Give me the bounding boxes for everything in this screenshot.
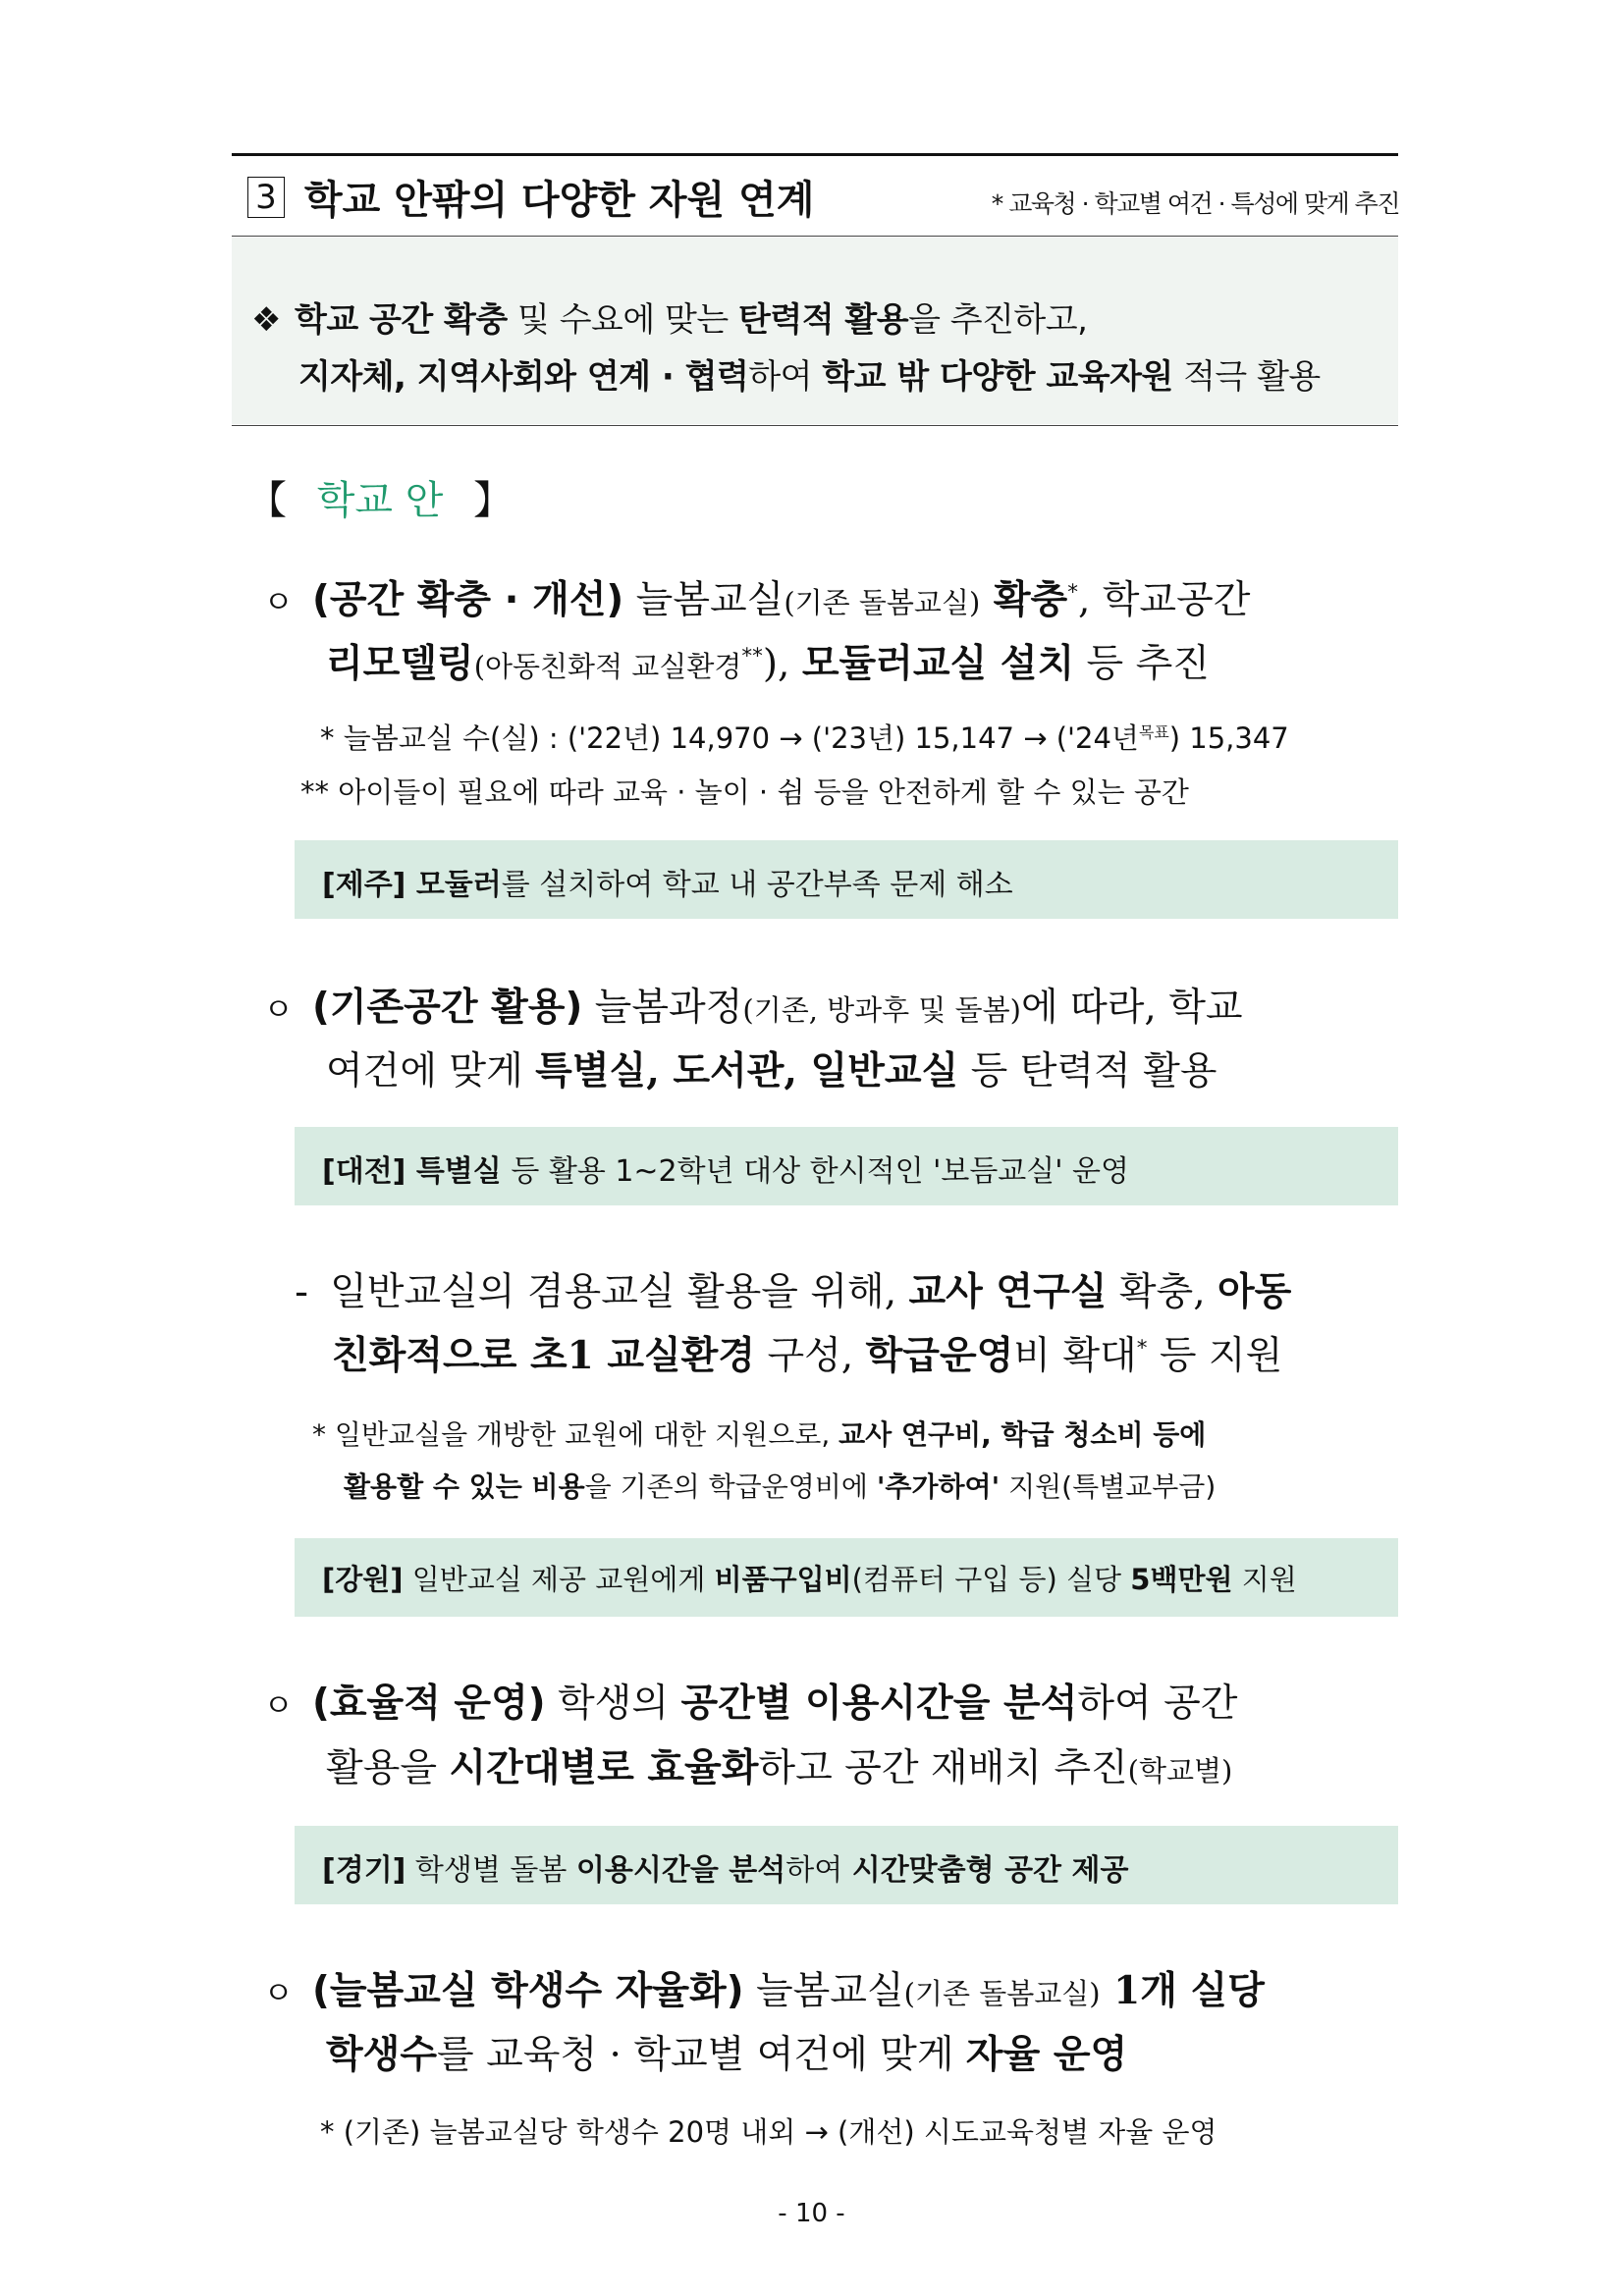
- summary-line-2: 지자체, 지역사회와 연계 · 협력하여 학교 밖 다양한 교육자원 적극 활용: [298, 357, 1321, 397]
- dash-bullet: -: [295, 1270, 309, 1314]
- item3-line1: ㅇ (효율적 운영) 학생의 공간별 이용시간을 분석하여 공간: [263, 1681, 1238, 1726]
- item3-line2: 활용을 시간대별로 효율화하고 공간 재배치 추진(학교별): [326, 1745, 1233, 1790]
- example-box-jeju: [제주] 모듈러를 설치하여 학교 내 공간부족 문제 해소: [295, 840, 1398, 919]
- top-rule: [232, 153, 1398, 156]
- item1-note1: * 늘봄교실 수(실) : ('22년) 14,970 → ('23년) 15,147 → ('24년$^{목표}$) 15,347: [320, 721, 1289, 755]
- item1-note2: ** 아이들이 필요에 따라 교육 · 놀이 · 쉼 등을 안전하게 할 수 있는 공간: [300, 775, 1189, 809]
- circle-bullet-icon: ㅇ: [263, 990, 294, 1028]
- item4-line1: ㅇ (늘봄교실 학생수 자율화) 늘봄교실(기존 돌봄교실) 1개 실당: [263, 1968, 1265, 2013]
- item2-sub-note2: 활용할 수 있는 비용을 기존의 학급운영비에 '추가하여' 지원(특별교부금): [344, 1470, 1217, 1503]
- item1-line1: ㅇ (공간 확충 · 개선) 늘봄교실(기존 돌봄교실) 확충*, 학교공간: [263, 577, 1251, 622]
- bottom-rule: [232, 425, 1398, 426]
- mid-rule: [232, 236, 1398, 237]
- example-box-gyeonggi: [경기] 학생별 돌봄 이용시간을 분석하여 시간맞춤형 공간 제공: [295, 1826, 1398, 1904]
- subhead: 【 학교 안 】: [247, 478, 514, 523]
- item2-sub-line1: - 일반교실의 겸용교실 활용을 위해, 교사 연구실 확충, 아동: [295, 1269, 1292, 1314]
- section-title-text: 학교 안팎의 다양한 자원 연계: [304, 178, 815, 223]
- page-number: - 10 -: [778, 2199, 845, 2228]
- item1-line2: 리모델링(아동친화적 교실환경**), 모듈러교실 설치 등 추진: [326, 641, 1210, 686]
- item4-line2: 학생수를 교육청 · 학교별 여건에 맞게 자율 운영: [326, 2032, 1128, 2077]
- example-box-gangwon: [강원] 일반교실 제공 교원에게 비품구입비(컴퓨터 구입 등) 실당 5백만원 지원: [295, 1538, 1398, 1617]
- section-note: * 교육청 · 학교별 여건 · 특성에 맞게 추진: [991, 189, 1399, 218]
- section-number: 3: [247, 177, 285, 218]
- section-title: [247, 169, 814, 225]
- item2-sub-line2: 친화적으로 초1 교실환경 구성, 학급운영비 확대* 등 지원: [332, 1333, 1283, 1378]
- circle-bullet-icon: ㅇ: [263, 1974, 294, 2011]
- circle-bullet-icon: ㅇ: [263, 583, 294, 620]
- circle-bullet-icon: ㅇ: [263, 1686, 294, 1724]
- item4-note1: * (기존) 늘봄교실당 학생수 20명 내외 → (개선) 시도교육청별 자율 운영: [320, 2115, 1217, 2149]
- item2-line2: 여건에 맞게 특별실, 도서관, 일반교실 등 탄력적 활용: [326, 1048, 1217, 1094]
- item2-line1: ㅇ (기존공간 활용) 늘봄과정(기존, 방과후 및 돌봄)에 따라, 학교: [263, 986, 1243, 1030]
- subhead-label: 학교 안: [316, 478, 444, 523]
- summary-line-1: ❖ 학교 공간 확충 및 수요에 맞는 탄력적 활용을 추진하고,: [251, 300, 1088, 340]
- example-box-daejeon: [대전] 특별실 등 활용 1~2학년 대상 한시적인 '보듬교실' 운영: [295, 1127, 1398, 1205]
- diamond-icon: ❖: [251, 300, 281, 340]
- item2-sub-note1: * 일반교실을 개방한 교원에 대한 지원으로, 교사 연구비, 학급 청소비 등에: [312, 1418, 1207, 1451]
